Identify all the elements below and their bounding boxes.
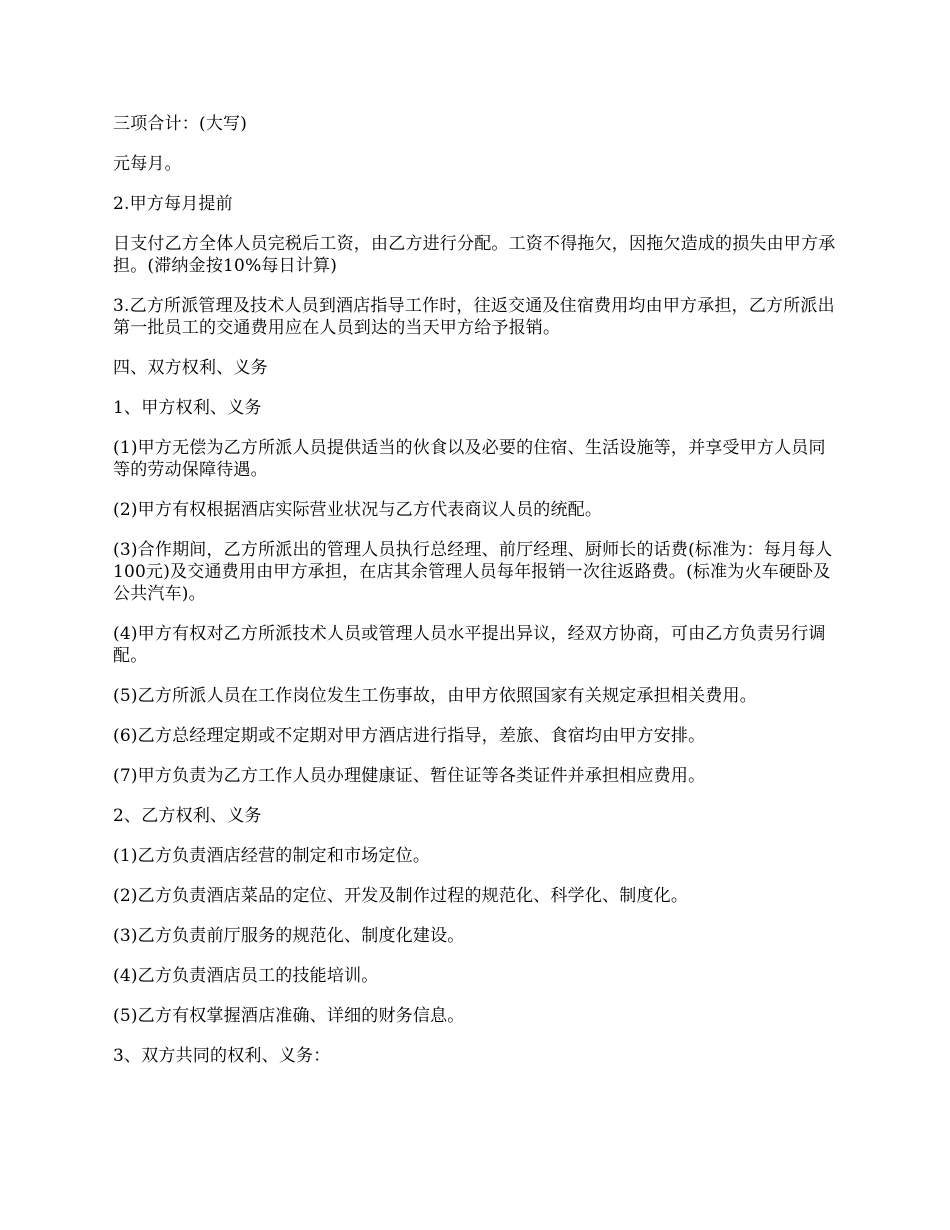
party-a-item-4: (4)甲方有权对乙方所派技术人员或管理人员水平提出异议，经双方协商，可由乙方负责另行调配。 [113,624,826,666]
paragraph-per-month: 元每月。 [113,154,182,174]
document-body [113,113,840,1085]
party-a-item-1: (1)甲方无偿为乙方所派人员提供适当的伙食以及必要的住宿、生活设施等，并享受甲方人员同等的劳动保障待遇。 [113,438,826,480]
party-a-item-5: (5)乙方所派人员在工作岗位发生工伤事故，由甲方依照国家有关规定承担相关费用。 [113,686,757,706]
party-b-item-5: (5)乙方有权掌握酒店准确、详细的财务信息。 [113,1006,465,1026]
subheading-party-b: 2、乙方权利、义务 [113,806,262,826]
paragraph-clause-3: 3.乙方所派管理及技术人员到酒店指导工作时，往返交通及住宿费用均由甲方承担，乙方所派出第一批员工的交通费用应在人员到达的当天甲方给予报销。 [113,296,835,338]
party-b-item-2: (2)乙方负责酒店菜品的定位、开发及制作过程的规范化、科学化、制度化。 [113,886,689,906]
party-a-item-7: (7)甲方负责为乙方工作人员办理健康证、暂住证等各类证件并承担相应费用。 [113,766,706,786]
paragraph-salary-payment: 日支付乙方全体人员完税后工资，由乙方进行分配。工资不得拖欠，因拖欠造成的损失由甲方承担。(滞纳金按10%每日计算) [113,234,836,276]
subheading-party-a: 1、甲方权利、义务 [113,398,262,418]
party-b-item-3: (3)乙方负责前厅服务的规范化、制度化建设。 [113,926,465,946]
party-a-item-3: (3)合作期间，乙方所派出的管理人员执行总经理、前厅经理、厨师长的话费(标准为：每月每人100元)及交通费用由甲方承担，在店其余管理人员每年报销一次往返路费。(标准为火车硬卧及公共汽车)。 [113,540,833,604]
section-heading-rights-obligations: 四、双方权利、义务 [113,358,268,378]
paragraph-clause-2: 2.甲方每月提前 [113,194,233,214]
party-a-item-2: (2)甲方有权根据酒店实际营业状况与乙方代表商议人员的统配。 [113,500,603,520]
party-b-item-1: (1)乙方负责酒店经营的制定和市场定位。 [113,846,431,866]
subheading-joint-rights: 3、双方共同的权利、义务： [113,1046,331,1066]
party-a-item-6: (6)乙方总经理定期或不定期对甲方酒店进行指导，差旅、食宿均由甲方安排。 [113,726,706,746]
paragraph-total-in-words: 三项合计：(大写) [113,114,248,134]
party-b-item-4: (4)乙方负责酒店员工的技能培训。 [113,966,379,986]
